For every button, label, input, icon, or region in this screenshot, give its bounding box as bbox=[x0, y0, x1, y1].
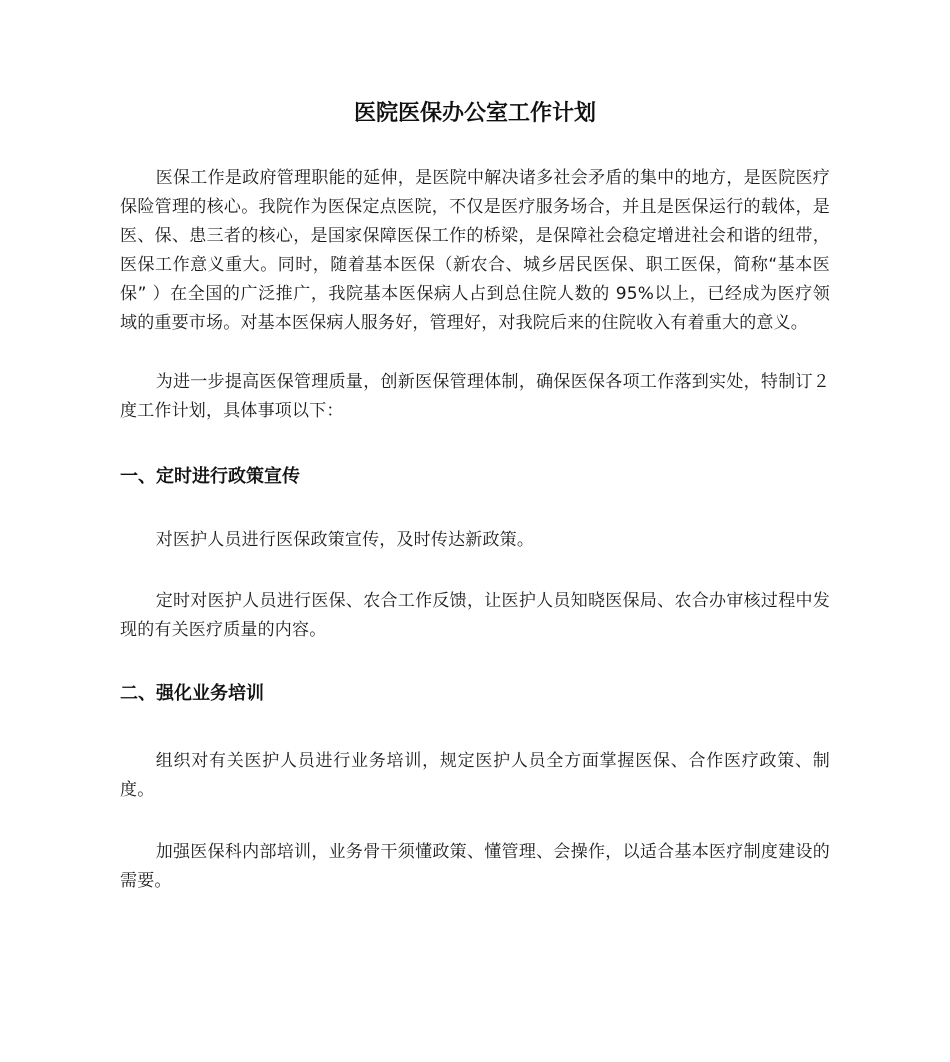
section-heading: 一、定时进行政策宣传 bbox=[120, 466, 300, 487]
document-page bbox=[120, 0, 830, 896]
section-heading: 二、强化业务培训 bbox=[120, 683, 264, 704]
section-paragraph: 定时对医护人员进行医保、农合工作反馈，让医护人员知晓医保局、农合办审核过程中发现的有关医疗质量的内容。 bbox=[120, 591, 830, 640]
intro-paragraph: 为进一步提高医保管理质量，创新医保管理体制，确保医保各项工作落到实处，特制订２度工作计划，具体事项以下： bbox=[120, 372, 830, 421]
section-paragraph: 加强医保科内部培训，业务骨干须懂政策、懂管理、会操作，以适合基本医疗制度建设的需要。 bbox=[120, 842, 830, 891]
section-paragraph: 对医护人员进行医保政策宣传，及时传达新政策。 bbox=[155, 530, 535, 550]
intro-paragraph: 医保工作是政府管理职能的延伸，是医院中解决诸多社会矛盾的集中的地方，是医院医疗保险管理的核心。我院作为医保定点医院，不仅是医疗服务场合，并且是医保运行的载体，是医、保、患三者的核心，是国家保障医保工作的桥梁，是保障社会稳定增进社会和谐的纽带，医保工作意义重大。同时，随着基本医保（新农合、城乡居民医保、职工医保，简称“基本医保” ）在全国的广泛推广，我院基本医保病人占到总住院人数的 95%以上，已经成为医疗领域的重要市场。对基本医保病人服务好，管理好，对我院后来的住院收入有着重大的意义。 bbox=[120, 168, 830, 333]
section-paragraph: 组织对有关医护人员进行业务培训，规定医护人员全方面掌握医保、合作医疗政策、制度。 bbox=[120, 751, 830, 800]
document-title: 医院医保办公室工作计划 bbox=[353, 101, 596, 126]
